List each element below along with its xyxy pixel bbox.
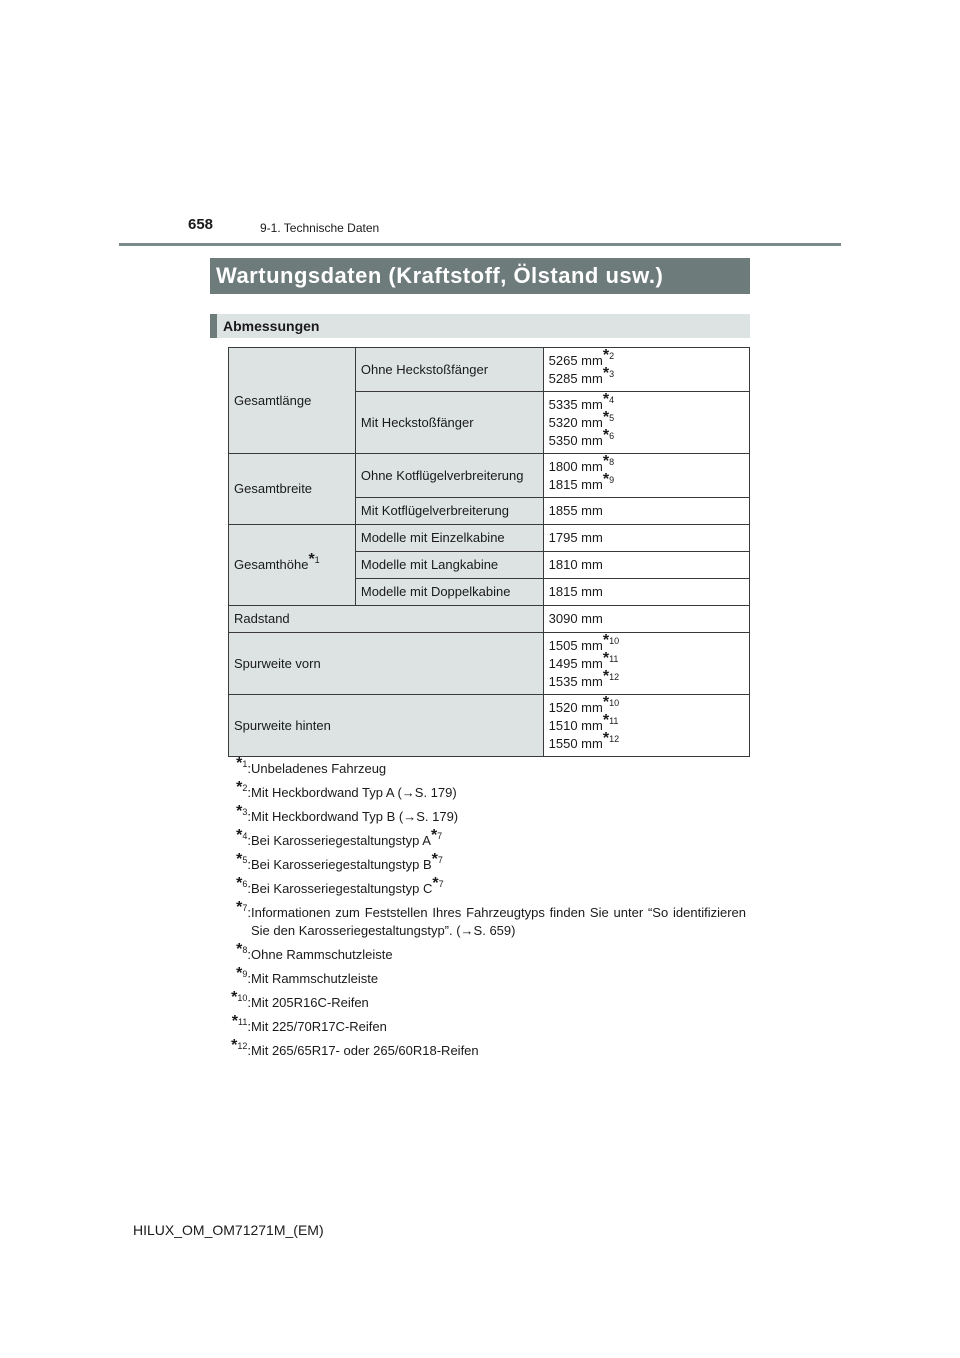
header-rule <box>119 243 841 246</box>
table-row <box>229 525 750 552</box>
section-label: 9-1. Technische Daten <box>260 221 380 235</box>
page-title: Wartungsdaten (Kraftstoff, Ölstand usw.) <box>210 258 750 294</box>
cell-label: Modelle mit Doppelkabine <box>355 579 543 606</box>
cell-value: 1800 mm*$^8$ 1815 mm*$^9$ <box>543 454 749 498</box>
cell-value: 5335 mm*$^4$ 5320 mm*$^5$ 5350 mm*$^6$ <box>543 392 749 454</box>
footnote: *$^9$: Mit Rammschutzleiste <box>236 965 379 986</box>
cell-value: 3090 mm <box>543 606 749 633</box>
footnote: *$^{11}$: Mit 225/70R17C-Reifen <box>231 1013 387 1034</box>
row-label-spurweite-vorn: Spurweite vorn <box>229 633 544 695</box>
page-number: 658 <box>188 216 214 233</box>
row-label-radstand: Radstand <box>229 606 544 633</box>
footnotes <box>222 755 746 1066</box>
footnote: *$^2$: Mit Heckbordwand Typ A (→S. 179) <box>236 779 457 800</box>
row-label-gesamthoehe: Gesamthöhe*$^1$ <box>229 525 356 606</box>
cell-label: Ohne Heckstoßfänger <box>355 348 543 392</box>
footnote: *$^4$: Bei Karosseriegestaltungstyp A*$^7$ <box>236 827 443 848</box>
table-row <box>229 348 750 392</box>
footnote: *$^{12}$: Mit 265/65R17- oder 265/60R18-Reifen <box>231 1037 479 1058</box>
cell-value: 5265 mm*$^2$ 5285 mm*$^3$ <box>543 348 749 392</box>
cell-value: 1815 mm <box>543 579 749 606</box>
footnote: *$^3$: Mit Heckbordwand Typ B (→S. 179) <box>236 803 459 824</box>
row-label-spurweite-hinten: Spurweite hinten <box>229 695 544 757</box>
footnote: *$^7$: Informationen zum Feststellen Ihres Fahrzeugtyps finden Sie unter “So identifizieren Sie den Karosseriegestaltungstyp”. (→S. 659) <box>236 899 746 938</box>
footnote: *$^{10}$: Mit 205R16C-Reifen <box>231 989 369 1010</box>
cell-value: 1505 mm*$^{10}$ 1495 mm*$^{11}$ 1535 mm*$^{12}$ <box>543 633 749 695</box>
footnote: *$^5$: Bei Karosseriegestaltungstyp B*$^7$ <box>236 851 443 872</box>
cell-value: 1810 mm <box>543 552 749 579</box>
cell-label: Modelle mit Langkabine <box>355 552 543 579</box>
cell-label: Ohne Kotflügelverbreiterung <box>355 454 543 498</box>
footnote: *$^1$: Unbeladenes Fahrzeug <box>236 755 387 776</box>
cell-label: Mit Heckstoßfänger <box>355 392 543 454</box>
subheading: Abmessungen <box>210 314 750 338</box>
table-row <box>229 606 750 633</box>
dimensions-table <box>228 347 750 757</box>
cell-value: 1520 mm*$^{10}$ 1510 mm*$^{11}$ 1550 mm*$^{12}$ <box>543 695 749 757</box>
table-row <box>229 633 750 695</box>
footer-doc-id: HILUX_OM_OM71271M_(EM) <box>133 1222 324 1238</box>
row-label-gesamtbreite: Gesamtbreite <box>229 454 356 525</box>
cell-label: Modelle mit Einzelkabine <box>355 525 543 552</box>
footnote: *$^6$: Bei Karosseriegestaltungstyp C*$^7$ <box>236 875 444 896</box>
cell-value: 1795 mm <box>543 525 749 552</box>
table-row <box>229 454 750 498</box>
cell-value: 1855 mm <box>543 498 749 525</box>
footnote: *$^8$: Ohne Rammschutzleiste <box>236 941 393 962</box>
table-row <box>229 695 750 757</box>
row-label-gesamtlaenge: Gesamtlänge <box>229 348 356 454</box>
cell-label: Mit Kotflügelverbreiterung <box>355 498 543 525</box>
